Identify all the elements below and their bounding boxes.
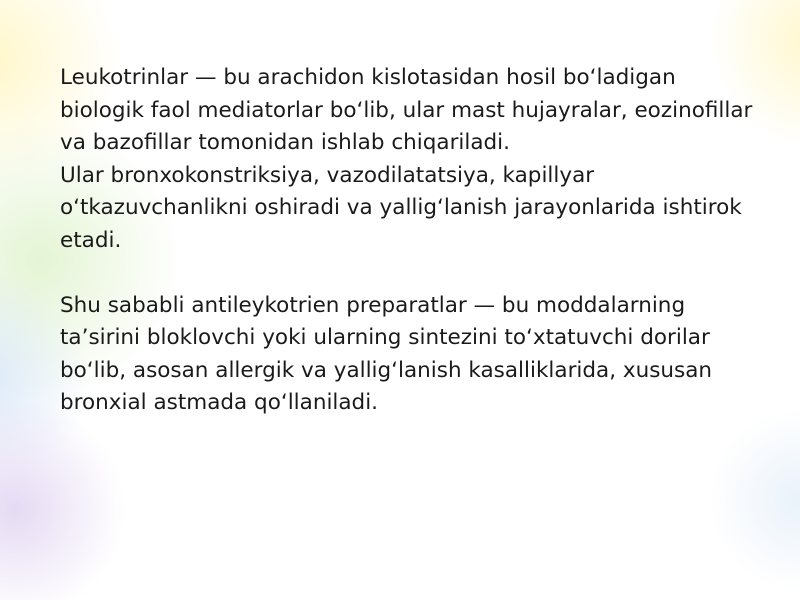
bubble-purple [0, 400, 125, 600]
bubble-blue-right [710, 410, 800, 590]
paragraph-spacer [60, 257, 760, 290]
paragraph-leukotrienes-definition: Leukotrinlar — bu arachidon kislotasidan hosil bo‘ladigan biologik faol mediatorlar bo‘lib, ular mast hujayralar, eozinofillar va bazofillar tomonidan ishlab chiqariladi. [60, 65, 753, 155]
slide-text-block [60, 62, 760, 420]
paragraph-leukotrienes-effects: Ular bronxokonstriksiya, vazodilatatsiya, kapillyar o‘tkazuvchanlikni oshiradi va yallig‘lanish jarayonlarida ishtirok etadi. [60, 162, 742, 253]
paragraph-antileukotriene-drugs: Shu sababli antileykotrien preparatlar — bu moddalarning ta’sirini bloklovchi yoki ularning sintezini to‘xtatuvchi dorilar bo‘lib, asosan allergik va yallig‘lanish kasalliklarida, xususan bronxial astmada qo‘llaniladi. [60, 292, 713, 415]
